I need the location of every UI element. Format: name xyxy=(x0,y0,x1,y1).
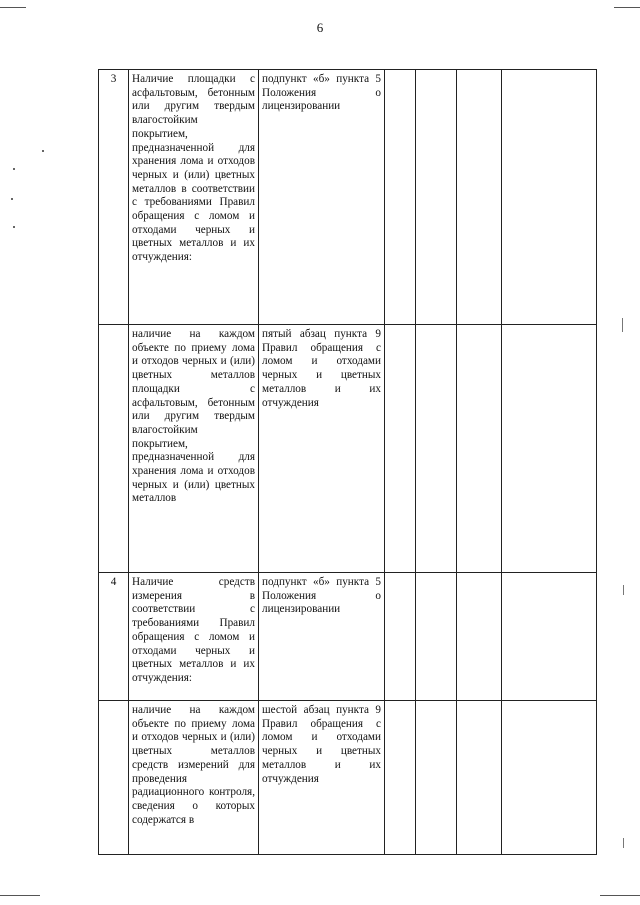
empty-cell xyxy=(385,573,416,701)
page-number: 6 xyxy=(316,20,324,35)
empty-cell xyxy=(385,70,416,325)
empty-cell xyxy=(385,325,416,573)
scan-artifact xyxy=(622,318,623,332)
empty-cell xyxy=(416,325,457,573)
requirement-text: Наличие средств измерения в соответствии с требованиями Правил обращения с ломом и отходами черных и цветных металлов и их отчуждения: xyxy=(129,573,259,701)
row-number xyxy=(99,325,129,573)
table-row xyxy=(99,573,597,701)
row-number: 3 xyxy=(99,70,129,325)
scan-artifact xyxy=(623,585,624,595)
empty-cell xyxy=(416,701,457,855)
empty-cell xyxy=(502,70,597,325)
empty-cell xyxy=(457,70,502,325)
scan-artifact xyxy=(13,226,15,228)
empty-cell xyxy=(502,701,597,855)
empty-cell xyxy=(457,325,502,573)
row-number xyxy=(99,701,129,855)
scan-artifact xyxy=(0,7,26,8)
empty-cell xyxy=(457,701,502,855)
scan-artifact xyxy=(614,7,640,8)
table-row xyxy=(99,325,597,573)
table-row xyxy=(99,701,597,855)
row-number: 4 xyxy=(99,573,129,701)
scan-artifact xyxy=(13,168,15,170)
legal-reference: подпункт «б» пункта 5 Положения о лицензировании xyxy=(259,573,385,701)
requirement-text: наличие на каждом объекте по приему лома и отходов черных и (или) цветных металлов площадки с асфальтовым, бетонным или другим твердым влагостойким покрытием, предназначенной для хранения лома и отходов черных и (или) цветных металлов xyxy=(129,325,259,573)
scan-artifact xyxy=(600,895,640,896)
legal-reference: шестой абзац пункта 9 Правил обращения с ломом и отходами черных и цветных металлов и их отчуждения xyxy=(259,701,385,855)
table-row xyxy=(99,70,597,325)
legal-reference: пятый абзац пункта 9 Правил обращения с ломом и отходами черных и цветных металлов и их отчуждения xyxy=(259,325,385,573)
scan-artifact xyxy=(42,150,44,152)
empty-cell xyxy=(416,573,457,701)
empty-cell xyxy=(385,701,416,855)
empty-cell xyxy=(457,573,502,701)
empty-cell xyxy=(502,573,597,701)
scan-artifact xyxy=(11,198,13,200)
scan-artifact xyxy=(623,838,624,848)
requirements-table xyxy=(98,69,597,855)
legal-reference: подпункт «б» пункта 5 Положения о лицензировании xyxy=(259,70,385,325)
requirement-text: наличие на каждом объекте по приему лома и отходов черных и (или) цветных металлов средств измерений для проведения радиационного контроля, сведения о которых содержатся в xyxy=(129,701,259,855)
requirement-text: Наличие площадки с асфальтовым, бетонным или другим твердым влагостойким покрытием, предназначенной для хранения лома и отходов черных и (или) цветных металлов в соответствии с требованиями Правил обращения с ломом и отходами черных и цветных металлов и их отчуждения: xyxy=(129,70,259,325)
empty-cell xyxy=(502,325,597,573)
scan-artifact xyxy=(0,895,40,896)
empty-cell xyxy=(416,70,457,325)
